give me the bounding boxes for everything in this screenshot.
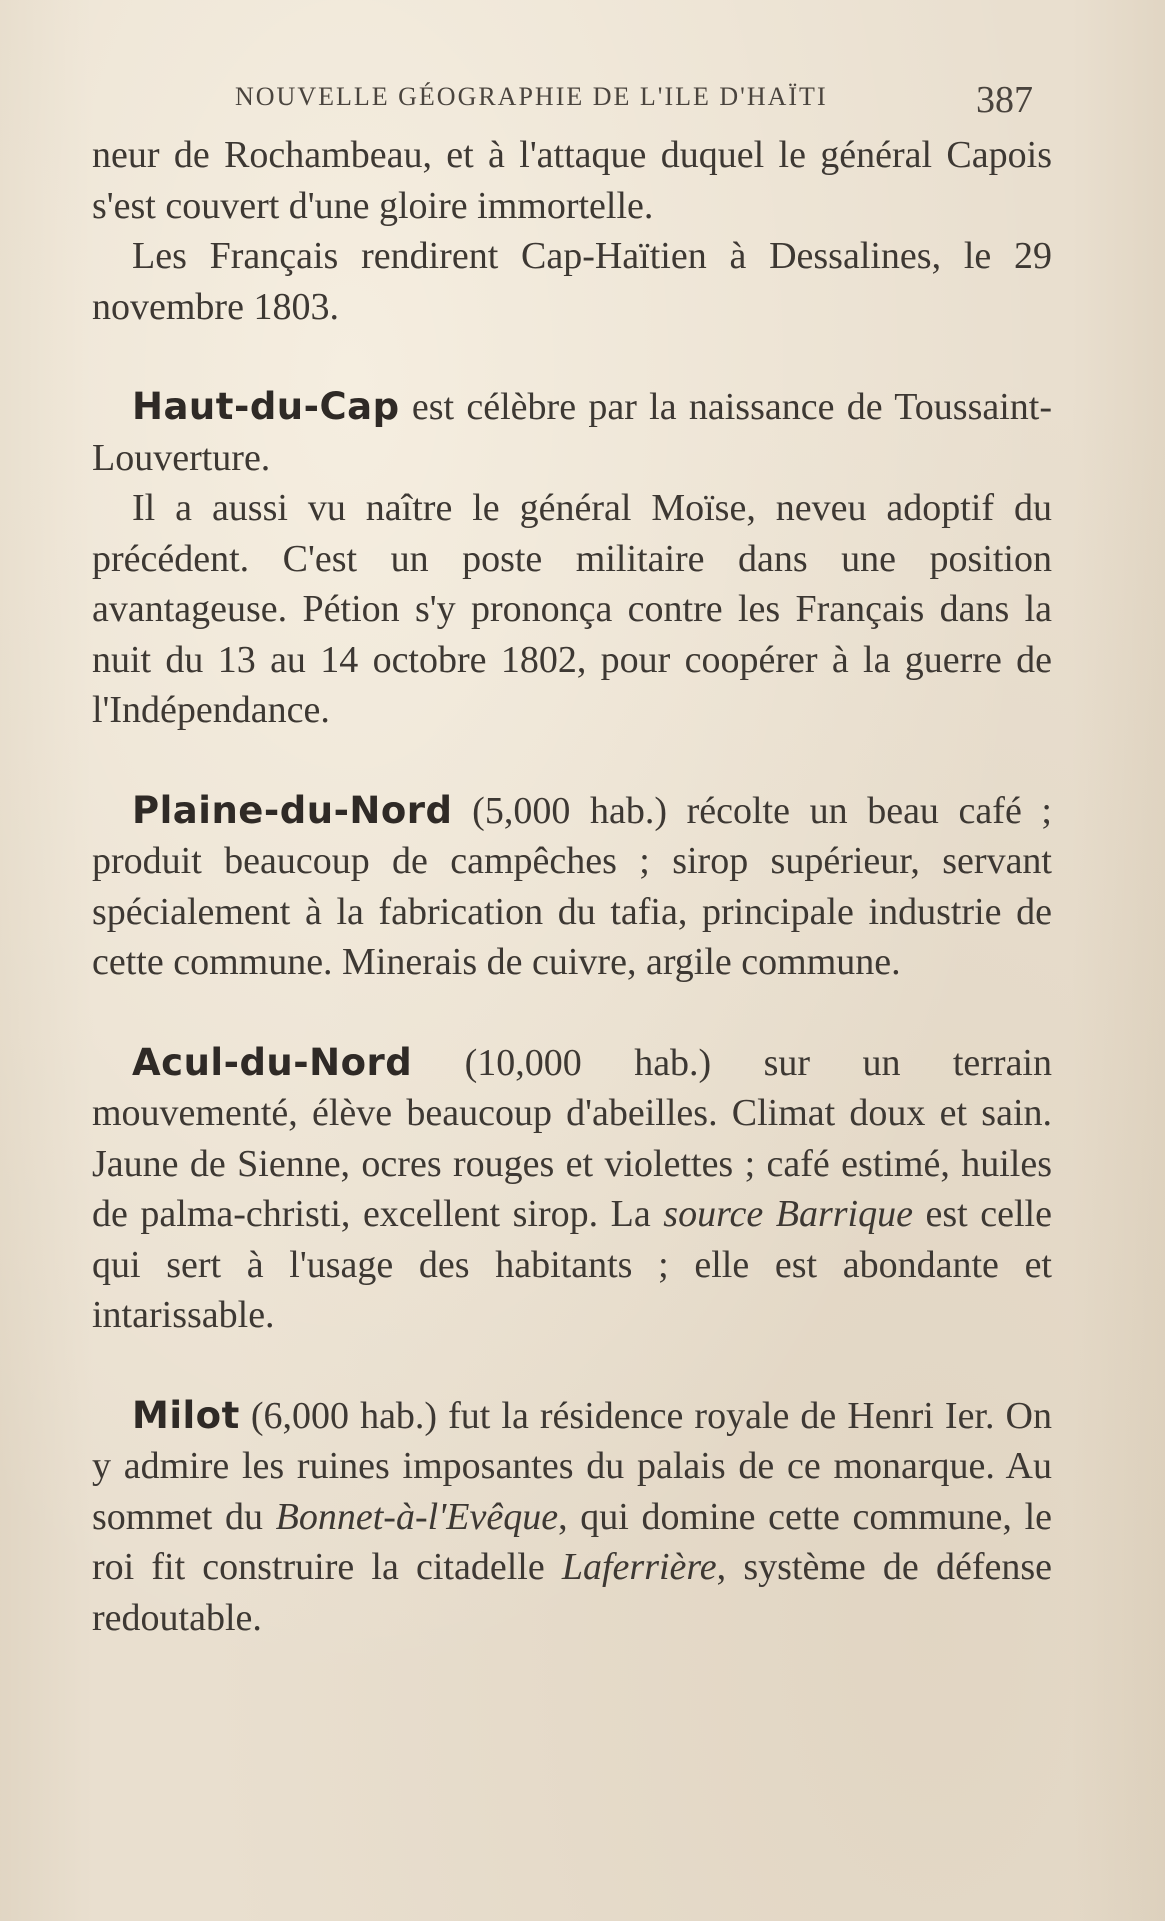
place-name-acul-du-nord: Acul-du-Nord bbox=[132, 1040, 413, 1084]
place-name-milot: Milot bbox=[132, 1393, 240, 1437]
italic-laferriere: Laferrière bbox=[561, 1546, 717, 1588]
paragraph-text: (10,000 hab.) sur un terrain mouvementé, élève beaucoup d'abeilles. Climat doux et sain. Jaune de Sienne, ocres rouges et violettes ; café estimé, huiles de palma-christi, excellent sirop. La bbox=[92, 1041, 1052, 1235]
paragraph-text: , qui domine cette commune, le roi fit construire la citadelle bbox=[92, 1495, 1052, 1588]
paragraph-haut-du-cap bbox=[92, 382, 1052, 483]
paragraph-text: , système de défense redoutable. bbox=[92, 1546, 1052, 1639]
paragraph-text: Il a aussi vu naître le général Moïse, neveu adoptif du précédent. C'est un poste militaire dans une position avantageuse. Pétion s'y prononça contre les Français dans la nuit du 13 au 14 octobre 1802, pour coopérer à la guerre de l'Indépendance. bbox=[92, 487, 1052, 731]
paragraph-text: Les Français rendirent Cap-Haïtien à Dessalines, le 29 novembre 1803. bbox=[92, 235, 1052, 328]
paragraph-text: est célèbre par la naissance de Toussaint-Louverture. bbox=[92, 386, 1052, 479]
italic-bonnet-a-l-eveque: Bonnet-à-l'Evêque bbox=[275, 1495, 559, 1538]
place-name-plaine-du-nord: Plaine-du-Nord bbox=[132, 788, 453, 832]
place-name-haut-du-cap: Haut-du-Cap bbox=[132, 385, 400, 428]
paragraph-milot bbox=[92, 1391, 1052, 1644]
paragraph-acul-du-nord bbox=[92, 1038, 1052, 1341]
body-text bbox=[92, 130, 1052, 1643]
paragraph-text: neur de Rochambeau, et à l'attaque duquel le général Capois s'est couvert d'une gloire immortelle. bbox=[92, 134, 1052, 227]
page-number: 387 bbox=[976, 79, 1033, 121]
italic-source-barrique: source Barrique bbox=[663, 1193, 913, 1235]
paragraph-plaine-du-nord bbox=[92, 786, 1052, 988]
running-head bbox=[92, 70, 1052, 130]
running-title: NOUVELLE GÉOGRAPHIE DE L'ILE D'HAÏTI bbox=[235, 82, 828, 111]
paragraph-rochambeau bbox=[92, 130, 1052, 231]
page bbox=[92, 70, 1052, 1643]
paragraph-moise bbox=[92, 483, 1052, 736]
paragraph-text: (6,000 hab.) fut la résidence royale de Henri Ier. On y admire les ruines imposantes du palais de ce monarque. Au sommet du bbox=[92, 1394, 1052, 1538]
paragraph-text: (5,000 hab.) récolte un beau café ; produit beaucoup de campêches ; sirop supérieur, servant spécialement à la fabrication du tafia, principale industrie de cette commune. Minerais de cuivre, argile commune. bbox=[92, 789, 1052, 983]
paragraph-cap-haitien bbox=[92, 231, 1052, 332]
paragraph-text: est celle qui sert à l'usage des habitants ; elle est abondante et intarissable. bbox=[92, 1193, 1052, 1336]
